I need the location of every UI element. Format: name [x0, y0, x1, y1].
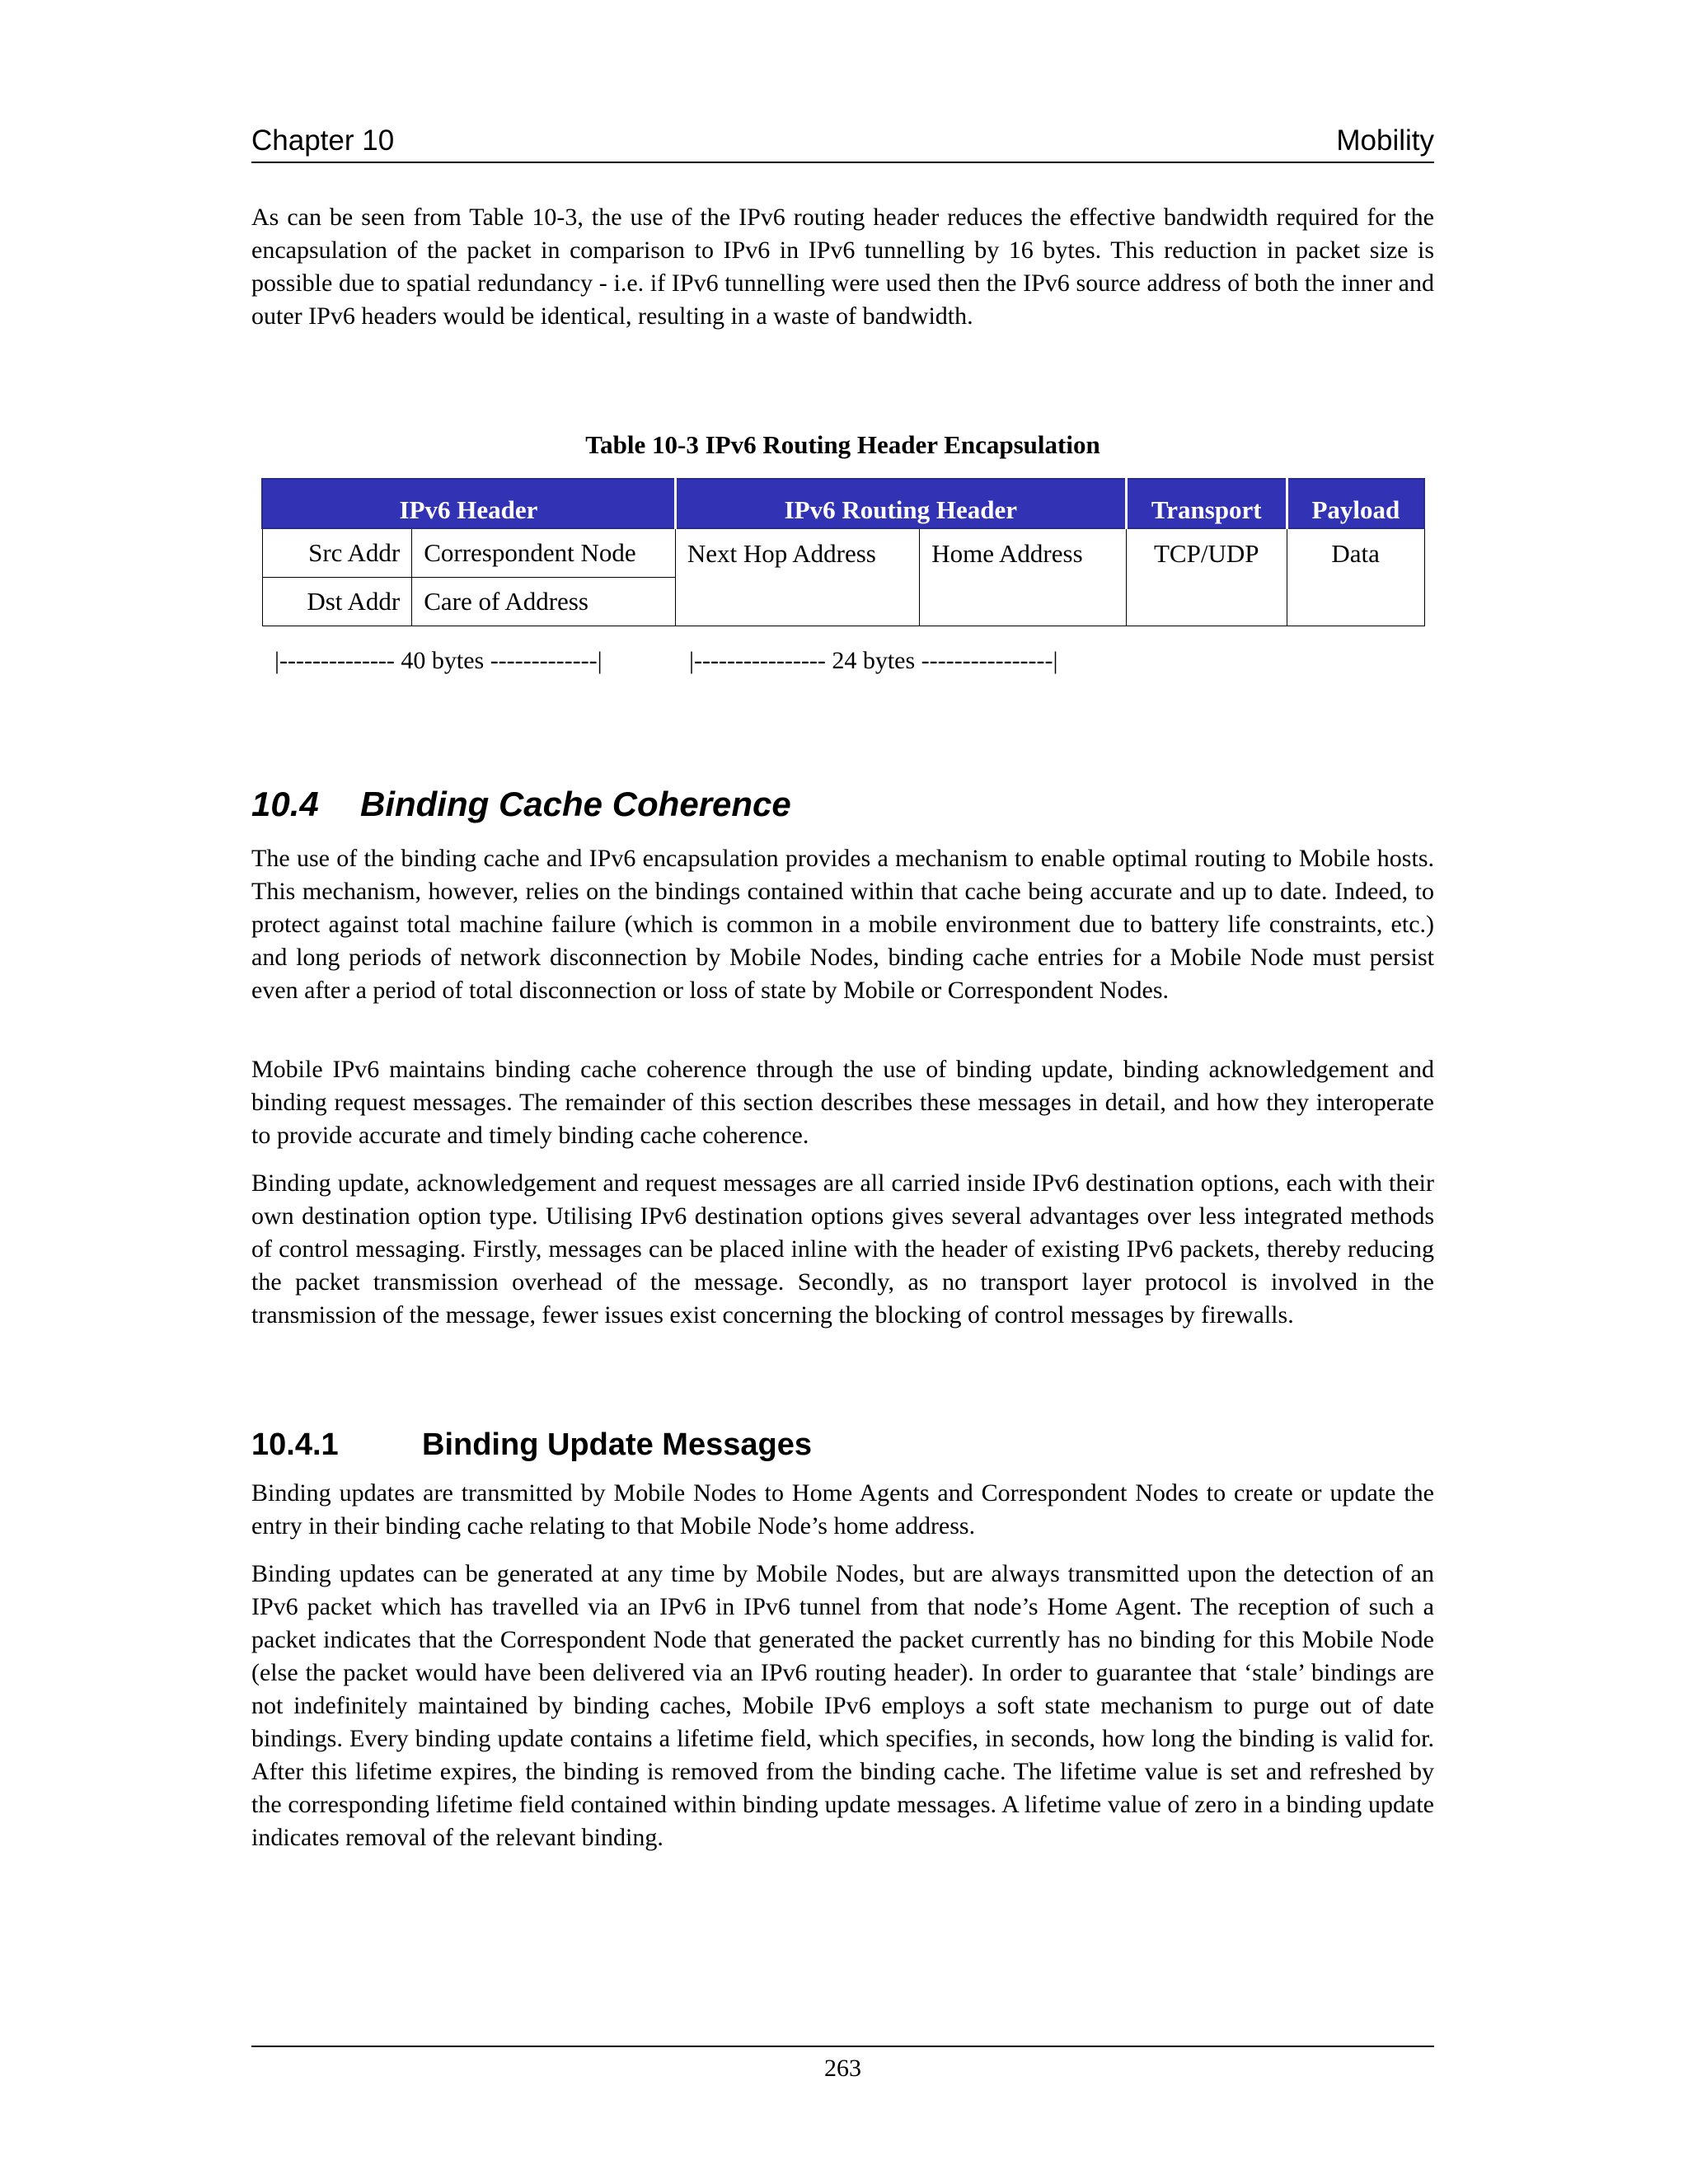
running-header [251, 120, 1434, 163]
subsection-paragraph-2: Binding updates can be generated at any time by Mobile Nodes, but are always transmitted upon the detection of an IPv6 packet which has travelled via an IPv6 in IPv6 tunnel from that node’s Home Agent. The reception of such a packet indicates that the Correspondent Node that generated the packet currently has no binding for this Mobile Node (else the packet would have been delivered via an IPv6 routing header). In order to guarantee that ‘stale’ bindings are not indefinitely maintained by binding caches, Mobile IPv6 employs a soft state mechanism to purge out of date bindings. Every binding update contains a lifetime field, which specifies, in seconds, how long the binding is valid for. After this lifetime expires, the binding is removed from the binding cache. The lifetime value is set and refreshed by the corresponding lifetime field contained within binding update messages. A lifetime value of zero in a binding update indicates removal of the relevant binding. [251, 1560, 1434, 1851]
subsection-title: Binding Update Messages [422, 1427, 812, 1462]
section-title: Binding Cache Coherence [360, 785, 791, 823]
table-row [262, 528, 1424, 578]
header-ipv6-header: IPv6 Header [262, 479, 675, 528]
header-payload: Payload [1287, 479, 1424, 528]
chapter-title: Mobility [1336, 124, 1434, 157]
intro-paragraph: As can be seen from Table 10-3, the use of the IPv6 routing header reduces the effective bandwidth required for the encapsulation of the packet in comparison to IPv6 in IPv6 tunnelling by 16 bytes. This reduction in packet size is possible due to spatial redundancy - i.e. if IPv6 tunnelling were used then the IPv6 source address of both the inner and outer IPv6 headers would be identical, resulting in a waste of bandwidth. [251, 204, 1434, 330]
table-header-row [262, 479, 1424, 528]
cell-dst-addr: Dst Addr [262, 578, 412, 626]
page-number: 263 [824, 2055, 861, 2082]
section-number: 10.4 [251, 785, 319, 823]
cell-correspondent-node: Correspondent Node [412, 528, 676, 578]
section-paragraph-3: Binding update, acknowledgement and request messages are all carried inside IPv6 destination options, each with their own destination option type. Utilising IPv6 destination options gives several advantages over less integrated methods of control messaging. Firstly, messages can be placed inline with the header of existing IPv6 packets, thereby reducing the packet transmission overhead of the message. Secondly, as no transport layer protocol is involved in the transmission of the message, fewer issues exist concerning the blocking of control messages by firewalls. [251, 1169, 1434, 1329]
cell-src-addr: Src Addr [262, 528, 412, 578]
cell-tcp-udp: TCP/UDP [1126, 528, 1287, 626]
section-heading [251, 781, 791, 827]
subsection-heading [251, 1424, 812, 1465]
cell-care-of-address: Care of Address [412, 578, 676, 626]
bytes-40-marker: |-------------- 40 bytes -------------| [274, 647, 603, 674]
header-ipv6-routing-header: IPv6 Routing Header [675, 479, 1126, 528]
section-paragraph-2: Mobile IPv6 maintains binding cache coherence through the use of binding update, binding acknowledgement and binding request messages. The remainder of this section describes these messages in detail, and how they interoperate to provide accurate and timely binding cache coherence. [251, 1056, 1434, 1149]
cell-data: Data [1287, 528, 1424, 626]
section-paragraph-1: The use of the binding cache and IPv6 encapsulation provides a mechanism to enable optimal routing to Mobile hosts. This mechanism, however, relies on the bindings contained within that cache being accurate and up to date. Indeed, to protect against total machine failure (which is common in a mobile environment due to battery life constraints, etc.) and long periods of network disconnection by Mobile Nodes, binding cache entries for a Mobile Node must persist even after a period of total disconnection or loss of state by Mobile or Correspondent Nodes. [251, 845, 1434, 1004]
bytes-24-marker: |---------------- 24 bytes ----------------| [689, 647, 1058, 674]
encapsulation-table [261, 478, 1425, 626]
cell-home-address: Home Address [920, 528, 1127, 626]
header-transport: Transport [1126, 479, 1287, 528]
subsection-paragraph-1: Binding updates are transmitted by Mobile Nodes to Home Agents and Correspondent Nodes to create or update the entry in their binding cache relating to that Mobile Node’s home address. [251, 1479, 1434, 1540]
document-page [251, 0, 1434, 2184]
subsection-number: 10.4.1 [251, 1427, 339, 1462]
cell-next-hop-address: Next Hop Address [675, 528, 919, 626]
table-caption: Table 10-3 IPv6 Routing Header Encapsulation [585, 430, 1100, 459]
chapter-label: Chapter 10 [251, 124, 395, 157]
footer-rule [251, 2046, 1434, 2047]
